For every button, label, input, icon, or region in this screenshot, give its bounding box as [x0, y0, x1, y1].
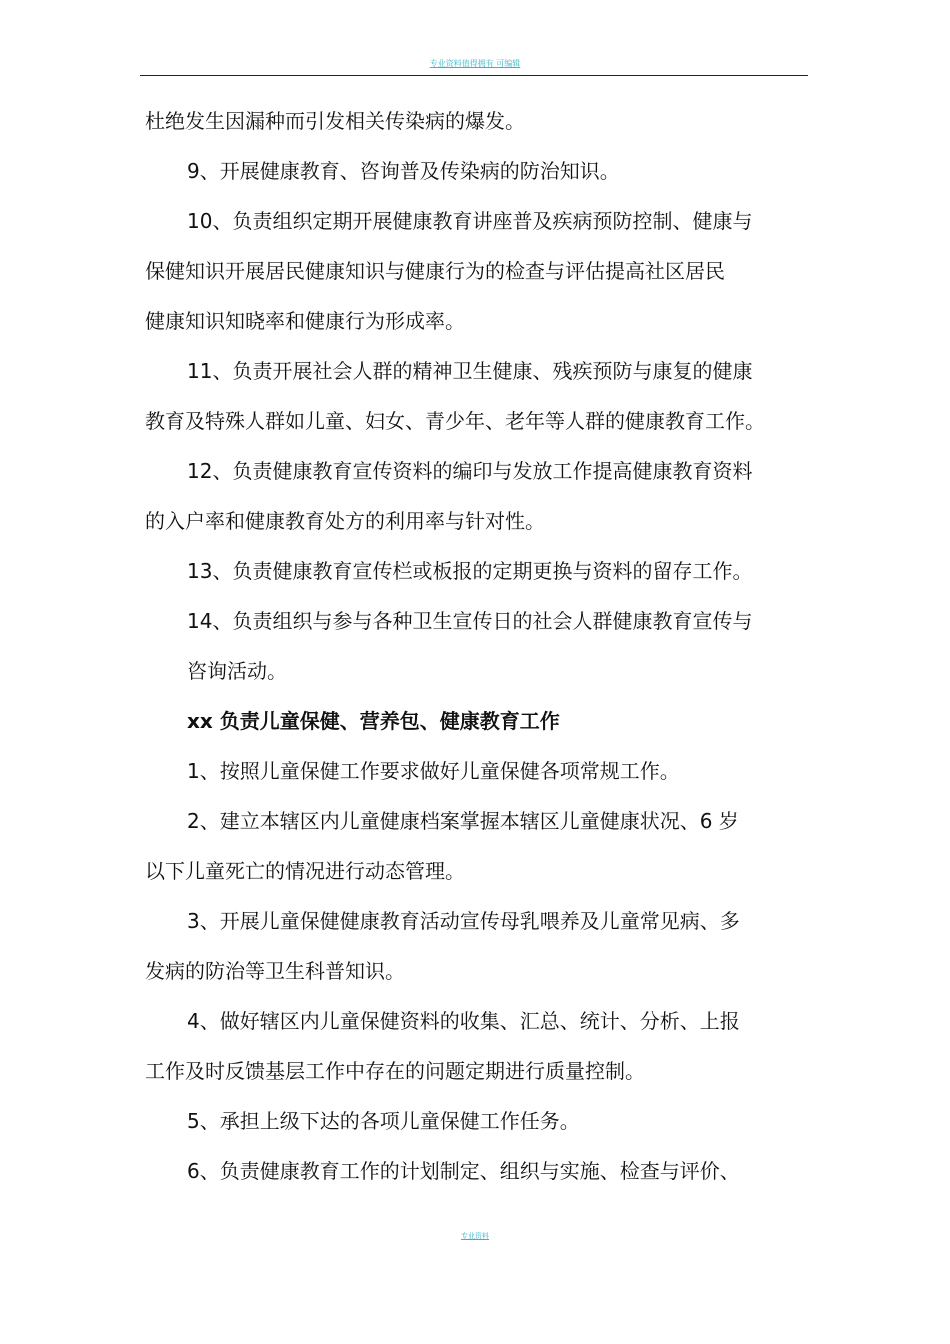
body-line: 9、开展健康教育、咨询普及传染病的防治知识。 — [187, 159, 620, 183]
body-line: 11、负责开展社会人群的精神卫生健康、残疾预防与康复的健康 — [187, 359, 753, 383]
body-line: 健康知识知晓率和健康行为形成率。 — [145, 309, 465, 333]
body-line: 5、承担上级下达的各项儿童保健工作任务。 — [187, 1109, 580, 1133]
body-line: 咨询活动。 — [187, 659, 287, 683]
body-line: 保健知识开展居民健康知识与健康行为的检查与评估提高社区居民 — [145, 259, 725, 283]
section-heading: xx 负责儿童保健、营养包、健康教育工作 — [187, 709, 560, 733]
footer-watermark: 专业资料 — [461, 1232, 489, 1240]
header-rule — [140, 75, 808, 76]
body-line: 以下儿童死亡的情况进行动态管理。 — [145, 859, 465, 883]
body-line: 2、建立本辖区内儿童健康档案掌握本辖区儿童健康状况、6 岁 — [187, 809, 739, 833]
body-line: 6、负责健康教育工作的计划制定、组织与实施、检查与评价、 — [187, 1159, 740, 1183]
body-line: 1、按照儿童保健工作要求做好儿童保健各项常规工作。 — [187, 759, 680, 783]
body-line: 教育及特殊人群如儿童、妇女、青少年、老年等人群的健康教育工作。 — [145, 409, 765, 433]
document-body — [145, 96, 810, 1196]
body-line: 工作及时反馈基层工作中存在的问题定期进行质量控制。 — [145, 1059, 645, 1083]
body-line: 的入户率和健康教育处方的利用率与针对性。 — [145, 509, 545, 533]
body-line: 10、负责组织定期开展健康教育讲座普及疾病预防控制、健康与 — [187, 209, 753, 233]
body-line: 13、负责健康教育宣传栏或板报的定期更换与资料的留存工作。 — [187, 559, 753, 583]
body-line: 4、做好辖区内儿童保健资料的收集、汇总、统计、分析、上报 — [187, 1009, 740, 1033]
body-line: 3、开展儿童保健健康教育活动宣传母乳喂养及儿童常见病、多 — [187, 909, 740, 933]
body-line: 杜绝发生因漏种而引发相关传染病的爆发。 — [145, 109, 525, 133]
body-line: 发病的防治等卫生科普知识。 — [145, 959, 405, 983]
body-line: 14、负责组织与参与各种卫生宣传日的社会人群健康教育宣传与 — [187, 609, 753, 633]
header-watermark: 专业资料值得拥有 可编辑 — [429, 59, 521, 68]
body-line: 12、负责健康教育宣传资料的编印与发放工作提高健康教育资料 — [187, 459, 753, 483]
